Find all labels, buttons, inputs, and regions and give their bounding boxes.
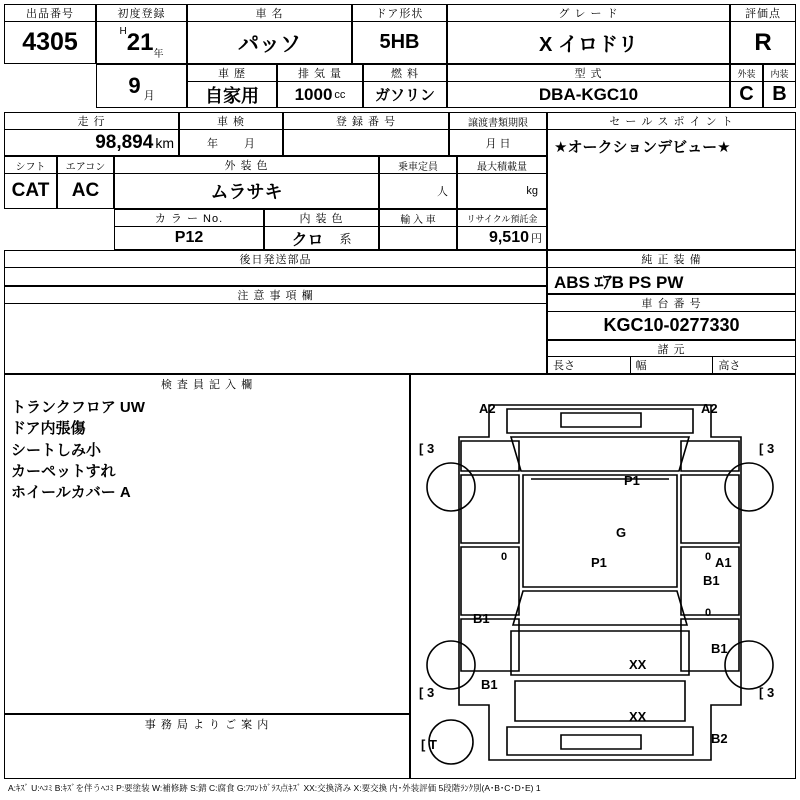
first-registration-year: 21 [126,28,154,56]
fuel-value-wrap [364,82,446,107]
transfer-deadline-label: 譲渡書類期限 [450,113,546,130]
fuel-label: 燃 料 [364,65,446,82]
first-registration-year-unit: 年 [153,49,164,60]
lot-number-cell [4,4,96,64]
office-notice-label: 事 務 局 よ り ご 案 内 [144,718,270,731]
interior-grade-label: 内装 [764,65,795,82]
color-number-value-wrap [115,227,263,249]
model-code-value-wrap [448,82,729,107]
car-history-value-wrap [188,82,276,107]
color-number-label: カ ラ ー No. [115,210,263,227]
exterior-color-value: ムラサキ [210,182,283,202]
exterior-grade-label: 外装 [731,65,762,82]
first-registration-era: H [119,26,127,37]
first-registration-month-unit: 月 [143,90,155,102]
car-name-value-wrap [188,22,351,63]
registration-number-label: 登 録 番 号 [284,113,448,130]
first-registration-cell [96,4,187,64]
office-notice-cell [4,714,410,779]
damage-mark: [ 3 [419,441,435,456]
recycle-fee-value: 9,510 [488,229,529,246]
damage-mark: B1 [711,641,728,656]
displacement-cell [277,64,363,108]
shaken-cell [179,112,283,156]
inspector-notes-cell [4,374,410,714]
chassis-number-value: KGC10-0277330 [603,315,740,335]
car-outline-svg [411,375,795,778]
model-code-value: DBA-KGC10 [538,84,639,104]
dimension-width: 幅 [631,357,714,373]
mileage-cell [4,112,179,156]
exterior-color-value-wrap [115,174,378,208]
chassis-number-cell [547,294,796,340]
interior-color-suffix: 系 [339,231,352,246]
interior-grade-cell [763,64,796,108]
damage-mark: B1 [703,573,720,588]
caution-cell [4,286,547,374]
score-label: 評価点 [731,5,795,22]
shaken-label: 車 検 [180,113,282,130]
damage-mark: G [616,525,627,540]
inspector-note-line: シートしみ小 [11,441,102,459]
mileage-label: 走 行 [5,113,178,130]
shift-cell [4,156,57,209]
inspector-note-line: ドア内張傷 [11,420,86,438]
car-history-label: 車 歴 [188,65,276,82]
registration-number-cell [283,112,449,156]
seats-label: 乗車定員 [380,157,456,174]
mileage-value: 98,894 [95,131,154,153]
caution-label: 注 意 事 項 欄 [5,287,546,304]
grade-label: グ レ ー ド [448,5,729,22]
max-load-cell [457,156,547,209]
chassis-number-value-wrap [548,312,795,339]
recycle-fee-cell [457,209,547,250]
shift-value: CAT [11,180,50,201]
damage-mark: B1 [481,677,498,692]
door-shape-cell [352,4,447,64]
exterior-grade-value: C [739,83,754,105]
inspector-note-line: カーペットすれ [11,462,116,480]
later-parts-label: 後日発送部品 [5,251,546,268]
caution-value [5,304,546,373]
score-value: R [754,28,772,56]
auction-sheet [4,4,796,796]
equipment-cell [547,250,796,294]
damage-diagram [411,375,795,778]
shift-label: シフト [5,157,56,174]
import-label: 輸 入 車 [380,210,456,227]
shaken-month-unit: 月 [244,137,255,150]
equipment-label: 純 正 装 備 [548,251,795,268]
shaken-year-unit: 年 [207,137,218,150]
transfer-deadline-cell [449,112,547,156]
shaken-value-wrap [180,130,282,155]
inspector-notes-list [11,397,145,503]
score-cell [730,4,796,64]
damage-mark: B1 [473,611,490,626]
interior-grade-value-wrap [764,82,795,107]
first-registration-value [97,22,186,63]
color-number-value: P12 [174,229,204,246]
ac-value: AC [71,180,100,201]
seats-unit: 人 [437,186,448,198]
damage-mark: [ 3 [419,685,435,700]
dimension-height: 高さ [718,360,741,372]
import-cell [379,209,457,250]
interior-color-cell [264,209,379,250]
interior-color-value-wrap [265,227,378,249]
chassis-number-label: 車 台 番 号 [548,295,795,312]
exterior-color-cell [114,156,379,209]
ac-value-wrap [58,174,113,208]
sales-point-value: ★オークションデビュー★ [554,139,731,156]
recycle-fee-value-wrap [458,227,546,249]
import-value-wrap [380,227,456,249]
damage-mark: A1 [715,555,732,570]
damage-mark: XX [629,709,647,724]
inspector-notes-label: 検 査 員 記 入 欄 [160,378,254,391]
interior-grade-value: B [772,83,787,105]
damage-mark: B2 [711,731,728,746]
car-history-value: 自家用 [205,85,259,106]
displacement-value-wrap [278,82,362,107]
car-name-cell [187,4,352,64]
registration-number-value-wrap [284,130,448,155]
ac-label: エアコン [58,157,113,174]
first-registration-month-wrap [97,65,186,107]
exterior-grade-cell [730,64,763,108]
car-history-cell [187,64,277,108]
lot-number-value-wrap [5,22,95,63]
displacement-label: 排 気 量 [278,65,362,82]
damage-mark: A2 [701,401,718,416]
model-code-label: 型 式 [448,65,729,82]
damage-mark: [ 3 [759,685,775,700]
damage-zero-mark: 0 [705,551,712,563]
shift-value-wrap [5,174,56,208]
damage-zero-mark: 0 [501,551,508,563]
damage-diagram-cell [410,374,796,779]
door-shape-value: 5HB [379,31,420,53]
equipment-value-wrap [548,268,795,293]
lot-number-value: 4305 [22,28,78,56]
transfer-deadline-value: 月 日 [485,137,511,150]
inspector-note-line: ホイールカバー A [11,484,131,502]
ac-cell [57,156,114,209]
first-registration-month-cell [96,64,187,108]
max-load-unit: kg [526,185,538,197]
sales-point-label: セ ー ル ス ポ イ ン ト [548,113,795,130]
max-load-label: 最大積載量 [458,157,546,174]
first-registration-month: 9 [128,73,141,98]
exterior-color-label: 外 装 色 [115,157,378,174]
damage-mark: P1 [624,473,640,488]
equipment-value: ABS ｴｱB PS PW [554,273,684,292]
inspector-note-line: トランクフロア UW [11,399,145,416]
damage-mark: [ 3 [759,441,775,456]
fuel-cell [363,64,447,108]
sales-point-cell [547,112,796,250]
grade-value-wrap [448,22,729,63]
interior-color-label: 内 装 色 [265,210,378,227]
dimension-length: 長さ [548,357,631,373]
dimensions-row [548,357,795,373]
recycle-fee-unit: 円 [531,233,542,245]
interior-color-value: クロ [291,231,324,249]
later-parts-cell [4,250,547,286]
first-registration-label: 初度登録 [97,5,186,22]
model-code-cell [447,64,730,108]
damage-mark: P1 [591,555,607,570]
damage-zero-mark: 0 [705,607,712,619]
car-name-value: パッソ [238,32,301,56]
sales-point-value-wrap [548,130,795,249]
displacement-unit: cc [334,88,346,101]
displacement-value: 1000 [294,84,333,104]
grade-cell [447,4,730,64]
grade-value: X イロドリ [539,34,638,56]
door-shape-label: ドア形状 [353,5,446,22]
office-notice-value [5,732,409,778]
legend-text: A:ｷｽﾞ U:ﾍｺﾐ B:ｷｽﾞを伴うﾍｺﾐ P:要塗装 W:補修跡 S:錆 C:腐食 G:ﾌﾛﾝﾄｶﾞﾗｽ点ｷｽﾞ XX:交換済み X:要交換 内･外装評価 5段階ﾗﾝｸ別(A･B･C･D･E) 1 [8,783,541,793]
later-parts-value [5,268,546,285]
damage-mark: A2 [479,401,496,416]
door-shape-value-wrap [353,22,446,63]
damage-mark: [ T [421,737,437,752]
car-name-label: 車 名 [188,5,351,22]
score-value-wrap [731,22,795,63]
damage-mark: XX [629,657,647,672]
dimensions-label: 諸 元 [548,341,795,357]
recycle-fee-label: リサイクル預託金 [458,210,546,227]
dimensions-cell [547,340,796,374]
seats-cell [379,156,457,209]
exterior-grade-value-wrap [731,82,762,107]
mileage-unit: km [155,134,174,151]
mileage-value-wrap [5,130,178,155]
fuel-value: ガソリン [374,87,435,104]
lot-number-label: 出品番号 [5,5,95,22]
color-number-cell [114,209,264,250]
